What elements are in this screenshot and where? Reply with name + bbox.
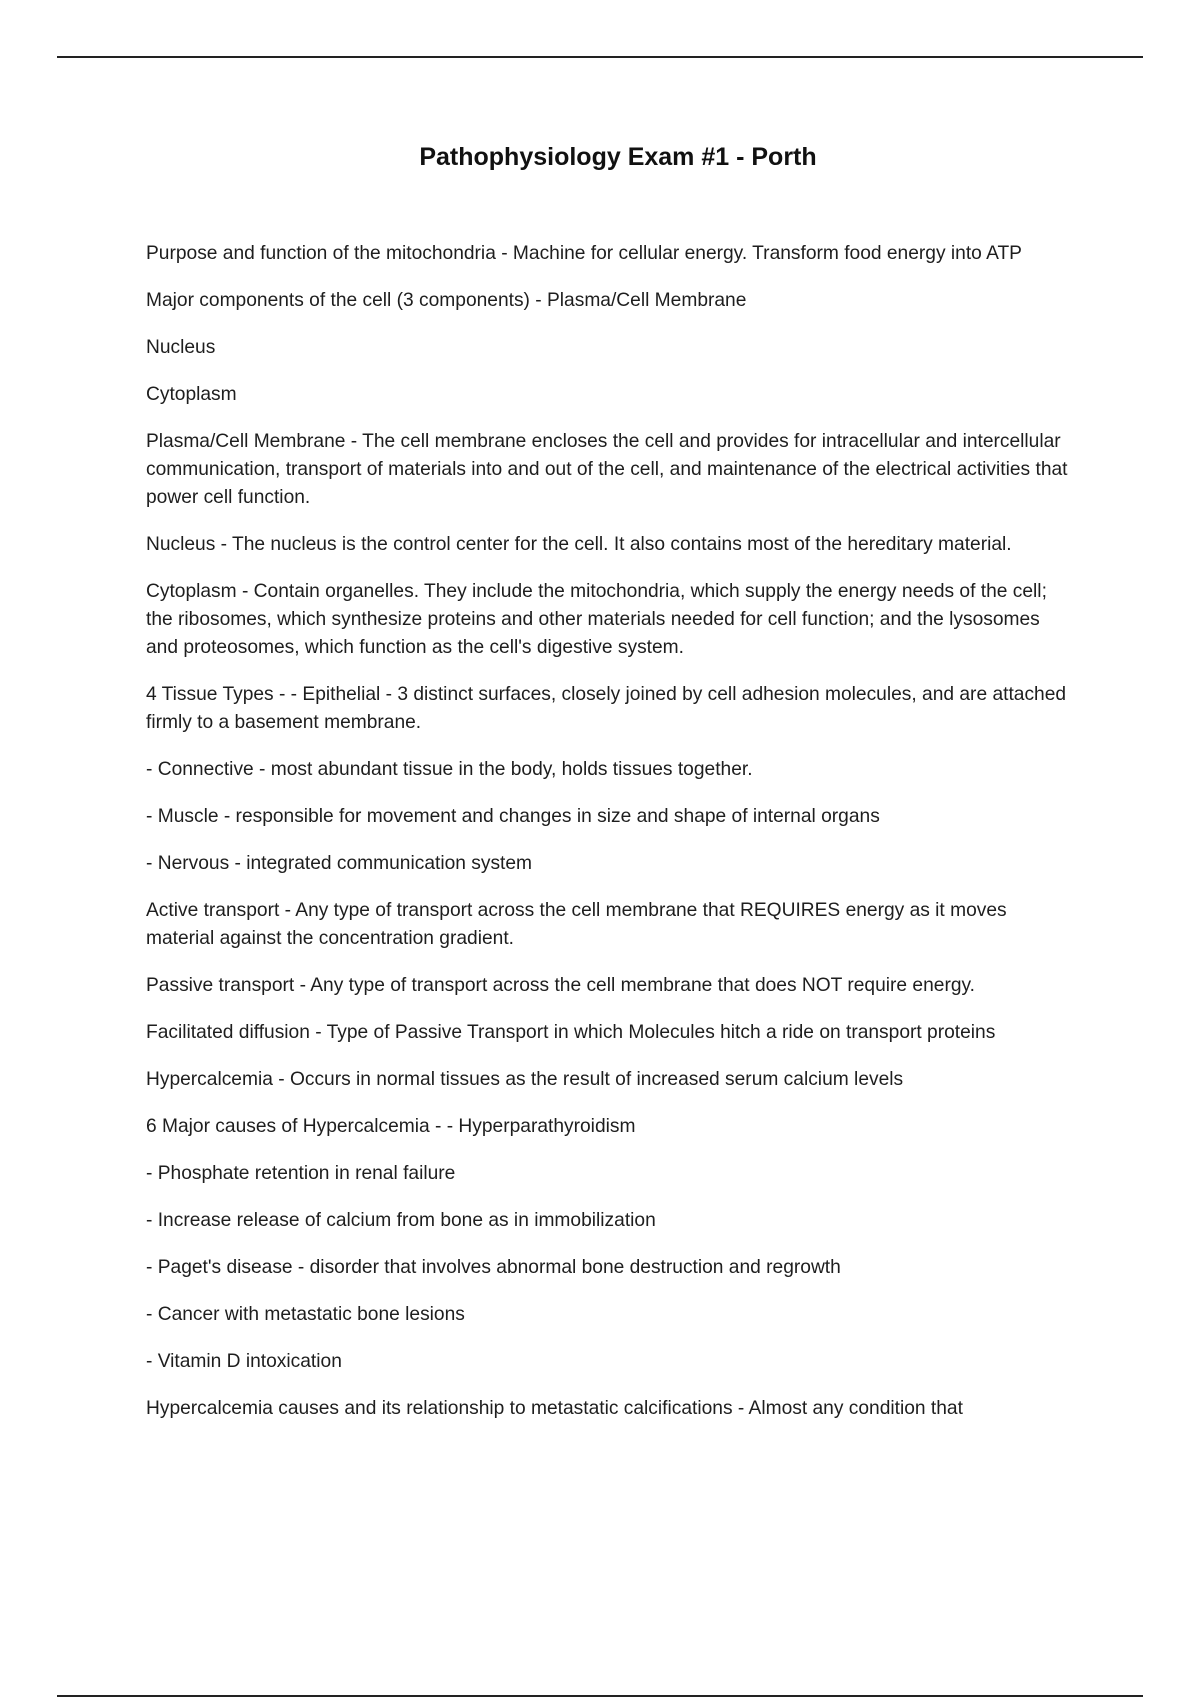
top-rule	[57, 56, 1143, 58]
paragraph: Cytoplasm - Contain organelles. They include the mitochondria, which supply the energy needs of the cell; the ribosomes, which synthesize proteins and other materials needed for cell function; and the lysosomes and proteosomes, which function as the cell's digestive system.	[146, 581, 1047, 658]
paragraph: - Vitamin D intoxication	[146, 1351, 342, 1372]
paragraph: - Muscle - responsible for movement and changes in size and shape of internal organs	[146, 806, 880, 827]
paragraph: Nucleus	[146, 337, 216, 358]
paragraph: 4 Tissue Types - - Epithelial - 3 distinct surfaces, closely joined by cell adhesion molecules, and are attached firmly to a basement membrane.	[146, 684, 1067, 733]
paragraph: Purpose and function of the mitochondria - Machine for cellular energy. Transform food energy into ATP	[146, 243, 1022, 264]
paragraph: Cytoplasm	[146, 384, 237, 405]
paragraph: Major components of the cell (3 components) - Plasma/Cell Membrane	[146, 290, 747, 311]
document-title: Pathophysiology Exam #1 - Porth	[419, 143, 817, 171]
paragraph: - Cancer with metastatic bone lesions	[146, 1304, 465, 1325]
paragraph: Hypercalcemia causes and its relationship to metastatic calcifications - Almost any condition that	[146, 1398, 963, 1419]
paragraph: Facilitated diffusion - Type of Passive Transport in which Molecules hitch a ride on transport proteins	[146, 1022, 996, 1043]
paragraph: - Phosphate retention in renal failure	[146, 1163, 456, 1184]
paragraph: - Increase release of calcium from bone as in immobilization	[146, 1210, 656, 1231]
paragraph: - Paget's disease - disorder that involves abnormal bone destruction and regrowth	[146, 1257, 841, 1278]
paragraph: Nucleus - The nucleus is the control center for the cell. It also contains most of the hereditary material.	[146, 534, 1012, 555]
paragraph: Plasma/Cell Membrane - The cell membrane encloses the cell and provides for intracellular and intercellular communication, transport of materials into and out of the cell, and maintenance of the electrical activities that power cell function.	[146, 431, 1068, 508]
paragraph: - Connective - most abundant tissue in the body, holds tissues together.	[146, 759, 753, 780]
paragraph: Passive transport - Any type of transport across the cell membrane that does NOT require energy.	[146, 975, 976, 996]
document-body	[146, 240, 1076, 1442]
paragraph: 6 Major causes of Hypercalcemia - - Hyperparathyroidism	[146, 1116, 636, 1137]
bottom-rule	[57, 1695, 1143, 1697]
paragraph: - Nervous - integrated communication system	[146, 853, 533, 874]
paragraph: Active transport - Any type of transport across the cell membrane that REQUIRES energy as it moves material against the concentration gradient.	[146, 900, 1007, 949]
paragraph: Hypercalcemia - Occurs in normal tissues as the result of increased serum calcium levels	[146, 1069, 904, 1090]
